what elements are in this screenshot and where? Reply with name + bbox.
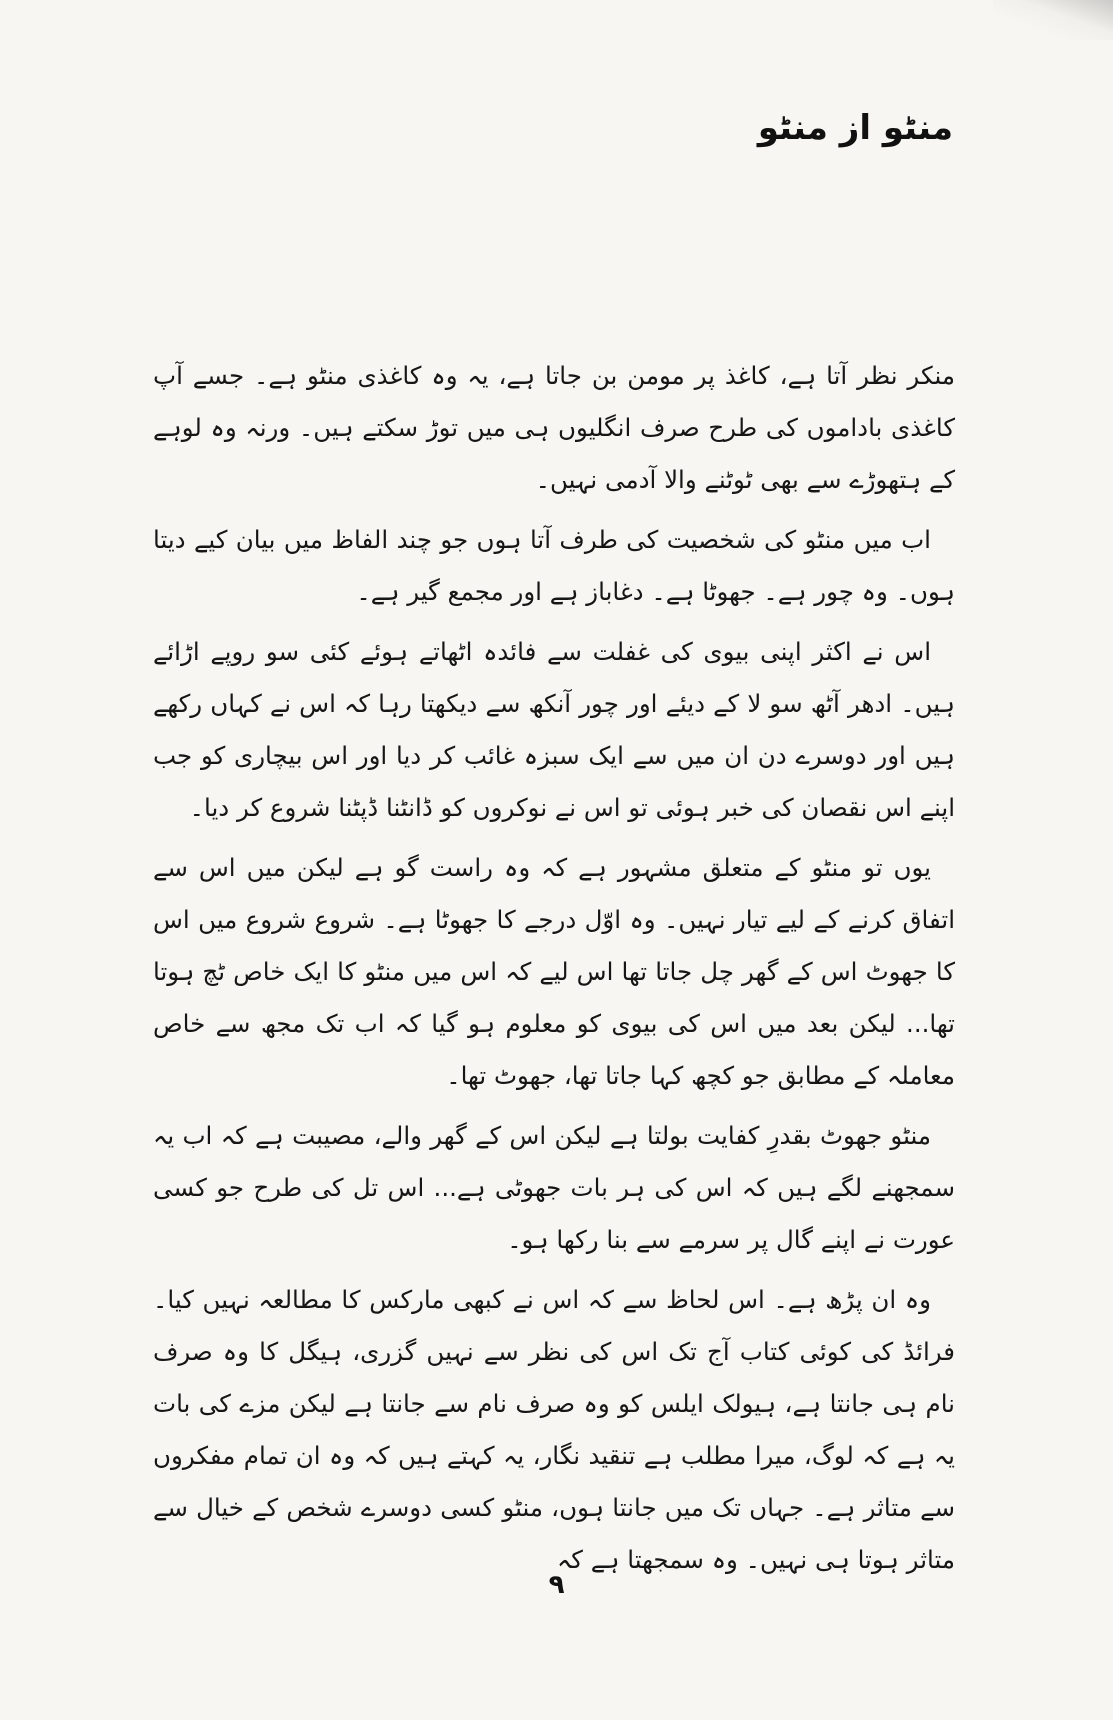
- paragraph-5: منٹو جھوٹ بقدرِ کفایت بولتا ہے لیکن اس کے گھر والے، مصیبت ہے کہ اب یہ سمجھنے لگے ہیں کہ اس کی ہر بات جھوٹی ہے... اس تل کی طرح جو کسی عورت نے اپنے گال پر سرمے سے بنا رکھا ہو۔: [153, 1121, 955, 1254]
- page-corner-shadow: [993, 0, 1113, 40]
- paragraph-3: اس نے اکثر اپنی بیوی کی غفلت سے فائدہ اٹھاتے ہوئے کئی سو روپے اڑائے ہیں۔ ادھر آٹھ سو لا کے دیئے اور چور آنکھ سے دیکھتا رہا کہ اس نے کہاں رکھے ہیں اور دوسرے دن ان میں سے ایک سبزہ غائب کر دیا اور اس بیچاری کو جب اپنے اس نقصان کی خبر ہوئی تو اس نے نوکروں کو ڈانٹنا ڈپٹنا شروع کر دیا۔: [153, 637, 955, 822]
- body-text: [153, 350, 955, 1594]
- paragraph-1: منکر نظر آتا ہے، کاغذ پر مومن بن جاتا ہے، یہ وہ کاغذی منٹو ہے۔ جسے آپ کاغذی باداموں کی طرح صرف انگلیوں ہی میں توڑ سکتے ہیں۔ ورنہ وہ لوہے کے ہتھوڑے سے بھی ٹوٹنے والا آدمی نہیں۔: [153, 361, 955, 494]
- paragraph-6: وہ ان پڑھ ہے۔ اس لحاظ سے کہ اس نے کبھی مارکس کا مطالعہ نہیں کیا۔ فرائڈ کی کوئی کتاب آج تک اس کی نظر سے نہیں گزری، ہیگل کا وہ صرف نام ہی جانتا ہے، ہیولک ایلس کو وہ صرف نام سے جانتا ہے لیکن مزے کی بات یہ ہے کہ لوگ، میرا مطلب ہے تنقید نگار، یہ کہتے ہیں کہ وہ ان تمام مفکروں سے متاثر ہے۔ جہاں تک میں جانتا ہوں، منٹو کسی دوسرے شخص کے خیال سے متاثر ہوتا ہی نہیں۔ وہ سمجھتا ہے کہ: [153, 1285, 955, 1574]
- paragraph-4: یوں تو منٹو کے متعلق مشہور ہے کہ وہ راست گو ہے لیکن میں اس سے اتفاق کرنے کے لیے تیار نہیں۔ وہ اوّل درجے کا جھوٹا ہے۔ شروع شروع میں اس کا جھوٹ اس کے گھر چل جاتا تھا اس لیے کہ اس میں منٹو کا ایک خاص ٹچ ہوتا تھا... لیکن بعد میں اس کی بیوی کو معلوم ہو گیا کہ اب تک مجھ سے خاص معاملہ کے مطابق جو کچھ کہا جاتا تھا، جھوٹ تھا۔: [153, 853, 955, 1090]
- page-number: ۹: [548, 1570, 565, 1600]
- paragraph-2: اب میں منٹو کی شخصیت کی طرف آتا ہوں جو چند الفاظ میں بیان کیے دیتا ہوں۔ وہ چور ہے۔ جھوٹا ہے۔ دغاباز ہے اور مجمع گیر ہے۔: [153, 525, 955, 606]
- running-title: منٹو از منٹو: [757, 108, 953, 148]
